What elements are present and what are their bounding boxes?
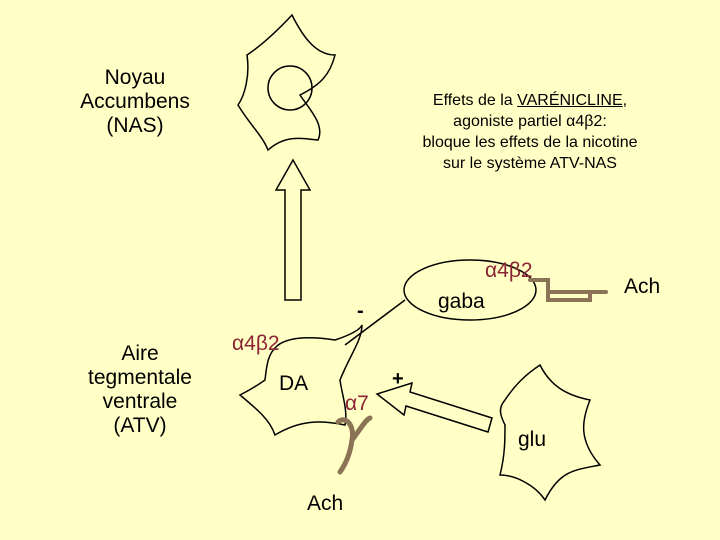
gaba-label: gaba bbox=[438, 290, 485, 313]
effect-line-3: bloque les effets de la nicotine bbox=[422, 134, 638, 151]
effect-line-1 bbox=[380, 90, 680, 111]
da-a4b2-label: α4β2 bbox=[232, 332, 280, 355]
glu-neuron bbox=[500, 365, 600, 500]
atv-line-2: tegmentale bbox=[88, 366, 192, 389]
effect-line-2: agoniste partiel α4β2: bbox=[453, 113, 607, 130]
atv-line-3: ventrale bbox=[102, 390, 178, 413]
nas-neuron bbox=[238, 15, 335, 150]
nas-line-2: Accumbens bbox=[80, 90, 190, 113]
gaba-inhibition-line bbox=[345, 300, 405, 345]
varenicline-effect-note bbox=[380, 90, 680, 174]
plus-sign: + bbox=[392, 368, 404, 390]
effect-line-1-suffix: , bbox=[622, 92, 628, 109]
ach-right-label: Ach bbox=[624, 275, 661, 298]
a7-receptor-shape bbox=[338, 418, 370, 472]
atv-to-nas-arrow bbox=[276, 160, 310, 300]
nas-line-3: (NAS) bbox=[106, 114, 164, 137]
da-a7-label: α7 bbox=[345, 392, 369, 415]
effect-line-1-prefix: Effets de la bbox=[432, 92, 518, 109]
effect-line-4: sur le système ATV-NAS bbox=[443, 155, 617, 172]
da-label: DA bbox=[279, 372, 309, 395]
glu-label: glu bbox=[518, 428, 547, 451]
atv-line-1: Aire bbox=[121, 342, 159, 365]
gaba-a4b2-label: α4β2 bbox=[485, 259, 533, 282]
nas-line-1: Noyau bbox=[104, 66, 166, 89]
gaba-a4b2-receptor-shape bbox=[530, 280, 606, 300]
atv-region-label bbox=[65, 342, 215, 438]
ach-bottom-label: Ach bbox=[307, 492, 344, 515]
nas-region-label bbox=[60, 66, 210, 138]
effect-drug-name: VARÉNICLINE bbox=[517, 92, 623, 109]
minus-sign: - bbox=[357, 300, 364, 322]
atv-line-4: (ATV) bbox=[113, 414, 167, 437]
